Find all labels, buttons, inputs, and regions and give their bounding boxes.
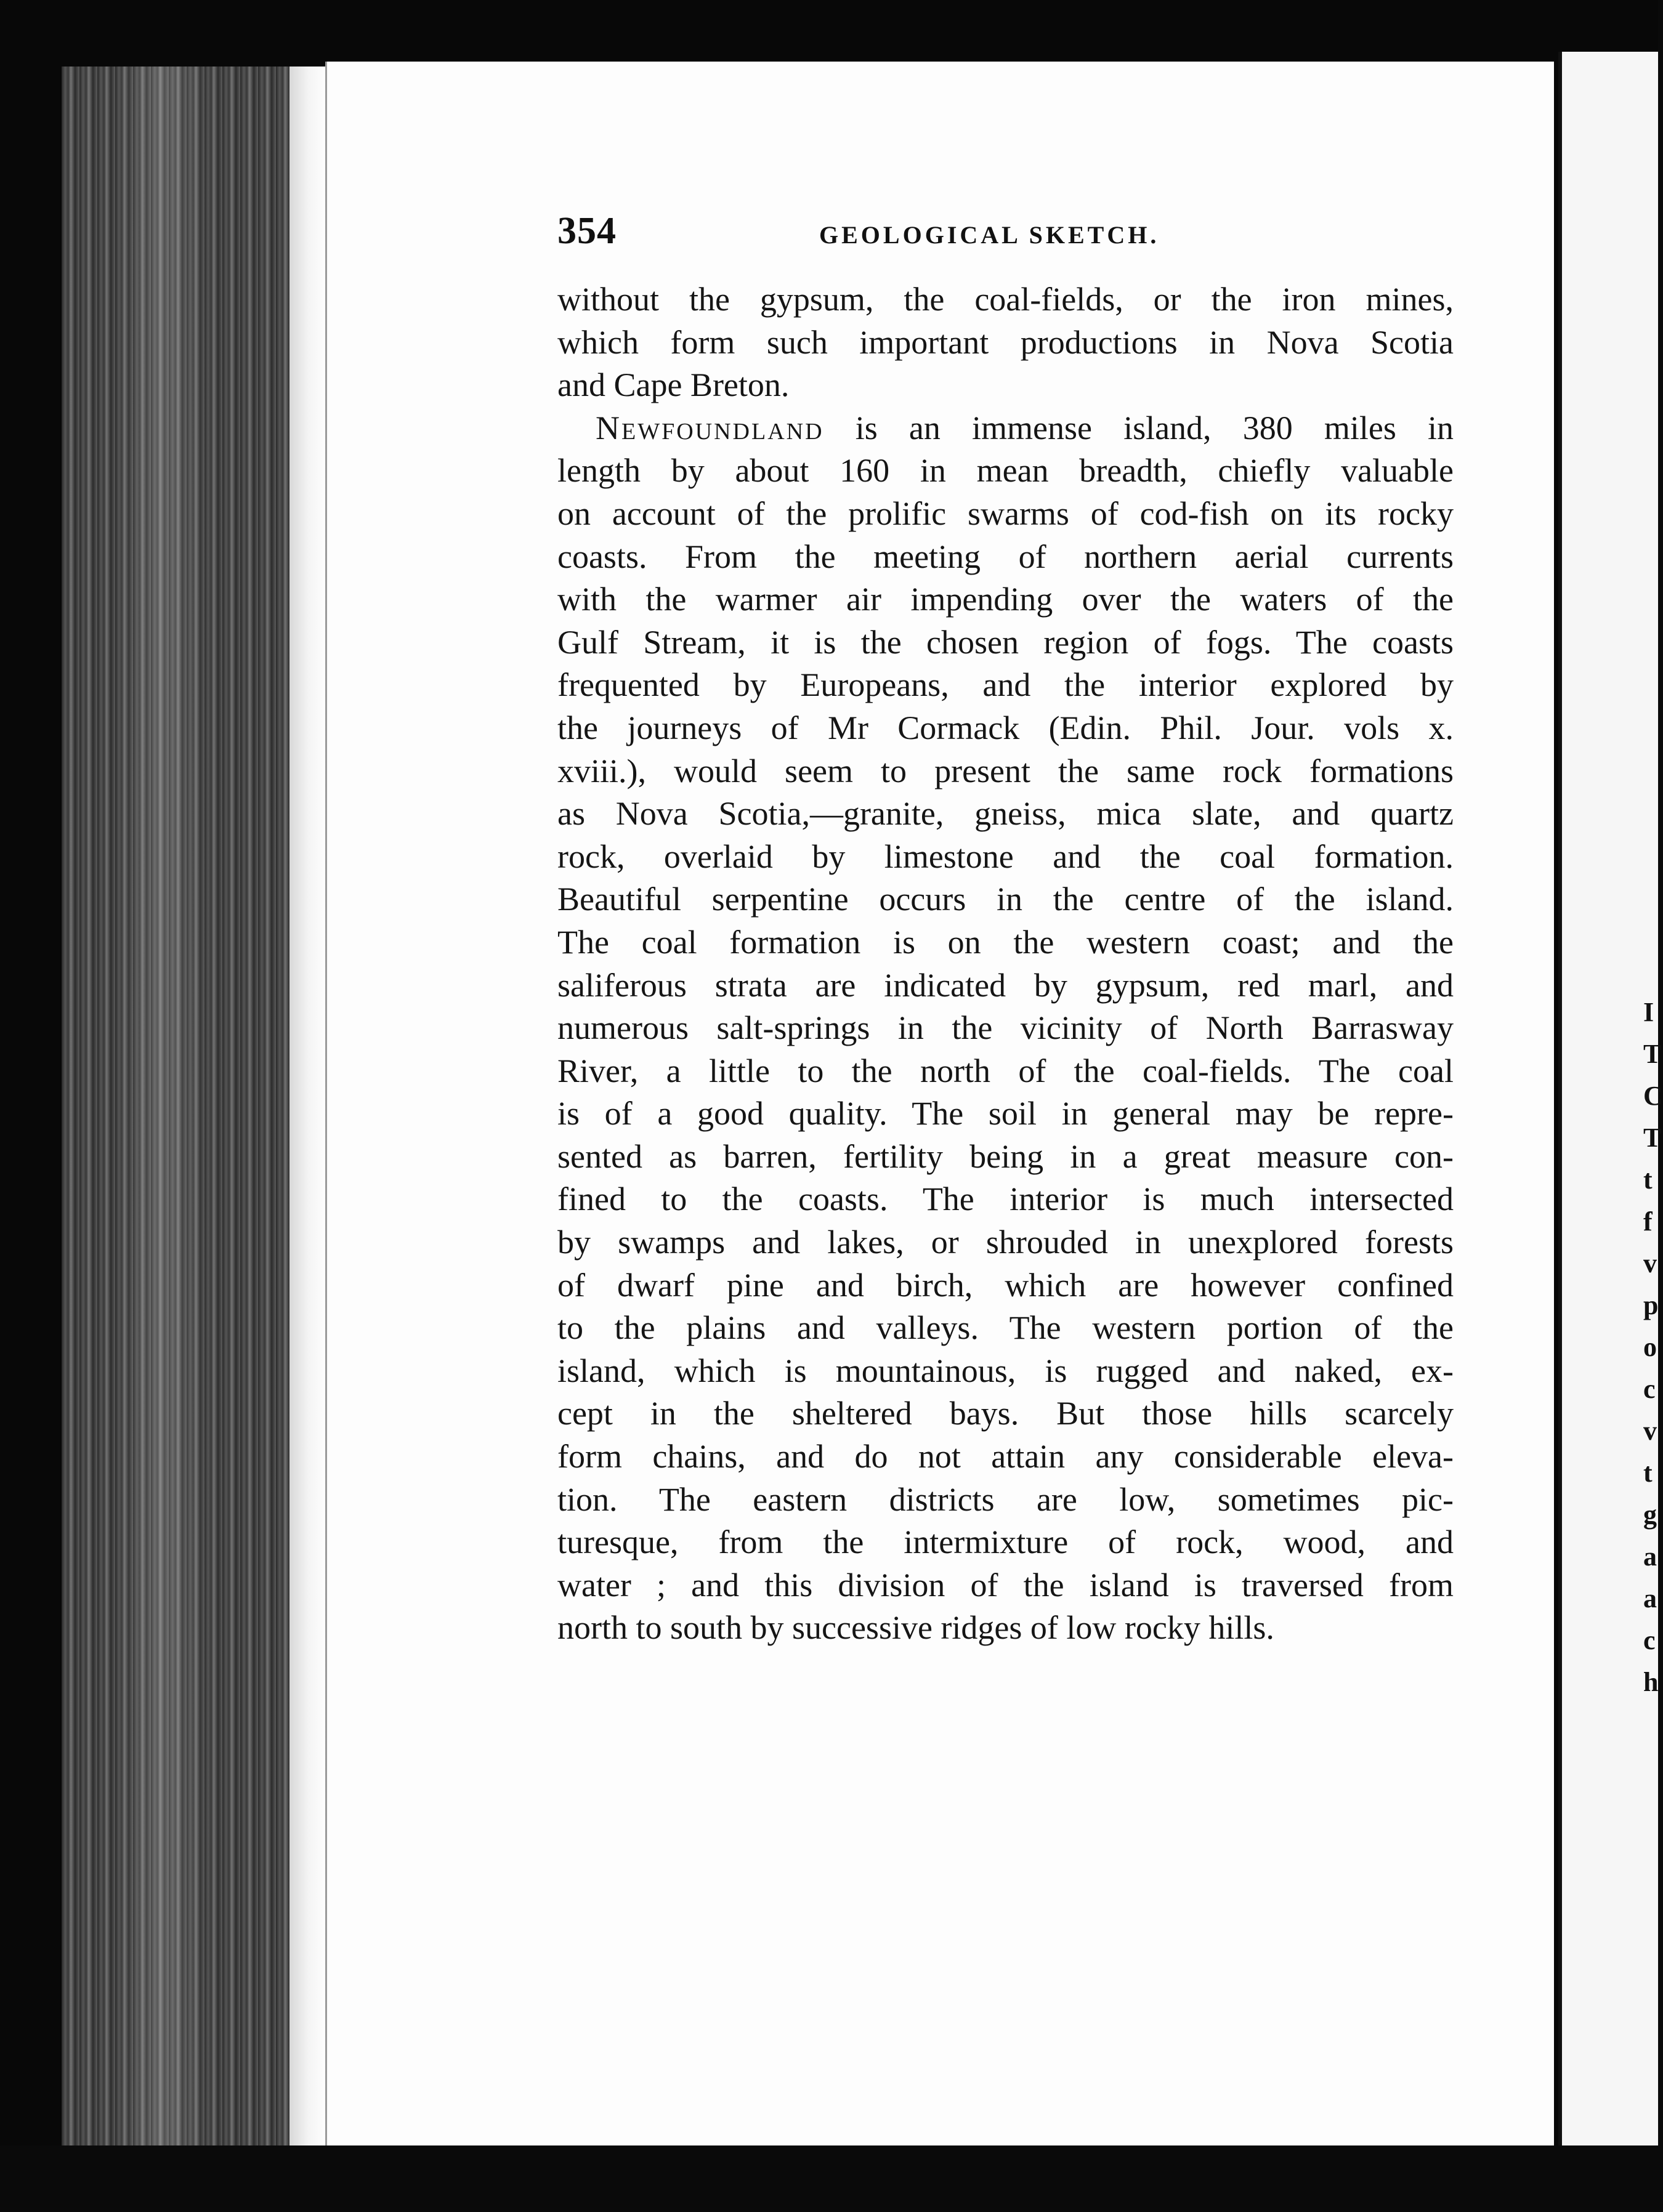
text-line: fined to the coasts. The interior is much intersected	[557, 1181, 1454, 1218]
facing-letter: t	[1643, 1458, 1653, 1488]
text-line: is of a good quality. The soil in general may be repre-	[557, 1095, 1454, 1132]
text-line: north to south by successive ridges of low rocky hills.	[557, 1609, 1274, 1647]
text-line: form chains, and do not attain any considerable eleva-	[557, 1438, 1454, 1475]
microfilm-bottom-band	[0, 2145, 1658, 2212]
text-line: The coal formation is on the western coast; and the	[557, 923, 1454, 961]
facing-letter: T	[1643, 1039, 1662, 1069]
facing-letter: f	[1643, 1206, 1653, 1237]
text-line: the journeys of Mr Cormack (Edin. Phil. Jour. vols x.	[557, 709, 1454, 746]
text-line: without the gypsum, the coal-fields, or the iron mines,	[557, 281, 1454, 318]
facing-letter: o	[1643, 1332, 1657, 1362]
text-line-rest: is an immense island, 380 miles in	[855, 409, 1454, 446]
text-line: xviii.), would seem to present the same rock formations	[557, 752, 1454, 789]
text-line: of dwarf pine and birch, which are however confined	[557, 1266, 1454, 1304]
text-line: rock, overlaid by limestone and the coal formation.	[557, 838, 1454, 875]
facing-letter: T	[1643, 1123, 1662, 1153]
text-line: as Nova Scotia,—granite, gneiss, mica slate, and quartz	[557, 795, 1454, 833]
facing-letter: h	[1643, 1667, 1659, 1697]
newfoundland-word: Newfoundland	[596, 409, 824, 446]
facing-letter: a	[1643, 1541, 1657, 1572]
text-line-newfoundland	[557, 407, 1454, 450]
text-line: numerous salt-springs in the vicinity of North Barrasway	[557, 1009, 1454, 1047]
facing-letter: g	[1643, 1500, 1657, 1530]
text-line: cept in the sheltered bays. But those hills scarcely	[557, 1395, 1454, 1432]
text-line: island, which is mountainous, is rugged and naked, ex-	[557, 1352, 1454, 1389]
text-line: Gulf Stream, it is the chosen region of fogs. The coasts	[557, 623, 1454, 661]
page-number: 354	[557, 210, 617, 252]
text-line: length by about 160 in mean breadth, chiefly valuable	[557, 452, 1454, 490]
facing-letter: v	[1643, 1416, 1657, 1446]
page-header	[557, 209, 1451, 259]
text-line: saliferous strata are indicated by gypsum, red marl, and	[557, 966, 1454, 1004]
text-line: on account of the prolific swarms of cod-fish on its rocky	[557, 494, 1454, 532]
text-line: with the warmer air impending over the waters of the	[557, 581, 1454, 618]
facing-letter: v	[1643, 1248, 1657, 1278]
facing-letter: c	[1643, 1374, 1656, 1404]
binding-highlight	[117, 67, 209, 2148]
facing-letter: C	[1643, 1081, 1663, 1111]
text-line: to the plains and valleys. The western portion of the	[557, 1309, 1454, 1347]
text-line: turesque, from the intermixture of rock, wood, and	[557, 1524, 1454, 1561]
text-line: sented as barren, fertility being in a great measure con-	[557, 1137, 1454, 1175]
facing-letter: p	[1643, 1290, 1659, 1320]
body-text	[557, 278, 1454, 1650]
page-gutter	[289, 67, 328, 2148]
running-head: GEOLOGICAL SKETCH.	[819, 221, 1160, 249]
facing-letter: a	[1643, 1583, 1657, 1613]
text-line: frequented by Europeans, and the interior explored by	[557, 666, 1454, 704]
text-line: tion. The eastern districts are low, sometimes pic-	[557, 1480, 1454, 1518]
text-line: by swamps and lakes, or shrouded in unexplored forests	[557, 1224, 1454, 1261]
text-line: River, a little to the north of the coal-fields. The coal	[557, 1052, 1454, 1089]
facing-page-letters	[1643, 991, 1663, 1703]
text-line: coasts. From the meeting of northern aerial currents	[557, 538, 1454, 575]
text-line: which form such important productions in Nova Scotia	[557, 323, 1454, 361]
facing-letter: I	[1643, 997, 1654, 1027]
text-line: Beautiful serpentine occurs in the centre of the island.	[557, 881, 1454, 918]
facing-letter: t	[1643, 1165, 1653, 1195]
text-line: water ; and this division of the island is traversed from	[557, 1566, 1454, 1604]
facing-letter: c	[1643, 1625, 1656, 1655]
text-line: and Cape Breton.	[557, 366, 790, 404]
